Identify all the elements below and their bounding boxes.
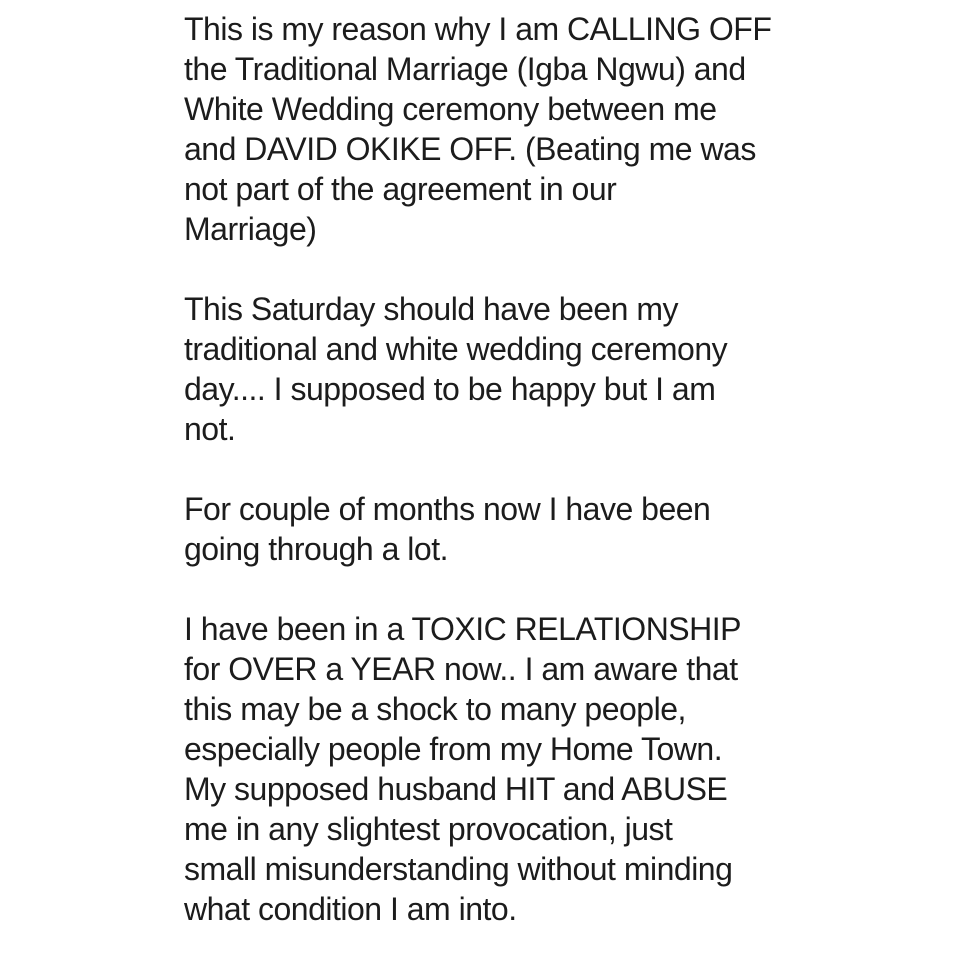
post-line: This Saturday should have been my: [184, 291, 679, 327]
post-line: the Traditional Marriage (Igba Ngwu) and: [184, 51, 746, 87]
post-line: I have been in a TOXIC RELATIONSHIP: [184, 611, 741, 647]
post-line: especially people from my Home Town.: [184, 731, 723, 767]
post-line: My supposed husband HIT and ABUSE: [184, 771, 728, 807]
post-line: not part of the agreement in our: [184, 171, 617, 207]
post-line: traditional and white wedding ceremony: [184, 331, 728, 367]
post-line: White Wedding ceremony between me: [184, 91, 717, 127]
post-paragraph: [184, 489, 900, 569]
post-paragraph: [184, 9, 900, 249]
post-line: going through a lot.: [184, 531, 448, 567]
post-line: this may be a shock to many people,: [184, 691, 686, 727]
post-paragraph: [184, 289, 900, 449]
post-line: Marriage): [184, 211, 317, 247]
post-line: what condition I am into.: [184, 891, 517, 927]
post-paragraph: [184, 609, 900, 929]
post-line: small misunderstanding without minding: [184, 851, 733, 887]
post-line: For couple of months now I have been: [184, 491, 711, 527]
post-line: me in any slightest provocation, just: [184, 811, 673, 847]
post-line: for OVER a YEAR now.. I am aware that: [184, 651, 738, 687]
post-line: This is my reason why I am CALLING OFF: [184, 11, 772, 47]
post-line: and DAVID OKIKE OFF. (Beating me was: [184, 131, 756, 167]
post-line: day.... I supposed to be happy but I am: [184, 371, 716, 407]
post-line: not.: [184, 411, 236, 447]
